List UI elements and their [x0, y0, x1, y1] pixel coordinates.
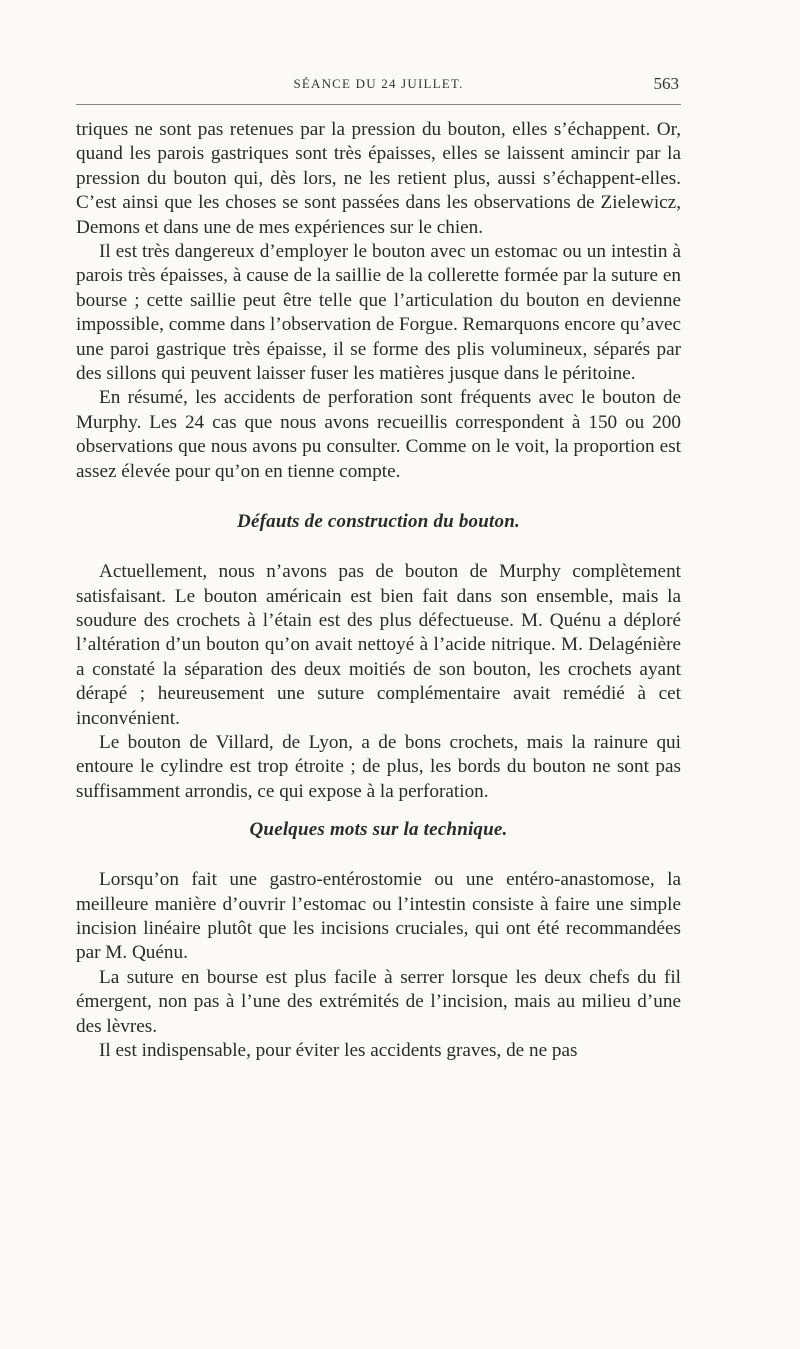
paragraph-dangers: Il est très dangereux d’employer le bouton avec un estomac ou un intestin à parois très épaisses, à cause de la saillie de la collerette formée par la suture en bourse ; cette saillie peut être telle que l’articulation du bouton en devienne impossible, comme dans l’observation de Forgue. Remarquons encore qu’avec une paroi gastrique très épaisse, il se forme des plis volumineux, séparés par des sillons qui peuvent laisser fuser les matières jusque dans le péritoine. — [76, 241, 681, 385]
paragraph-current-buttons: Actuellement, nous n’avons pas de bouton de Murphy complètement satisfaisant. Le bouton américain est bien fait dans son ensemble, mais la soudure des crochets à l’étain est des plus défectueuse. M. Quénu a déploré l’altération d’un bouton qu’on avait nettoyé à l’acide nitrique. M. Delagénière a constaté la séparation des deux moitiés de son bouton, les crochets ayant dérapé ; heureusement une suture complémentaire avait remédié à cet inconvénient. — [76, 561, 681, 729]
paragraph-continuation: triques ne sont pas retenues par la pression du bouton, elles s’échappent. Or, quand les parois gastriques sont très épaisses, elles se laissent amincir par la pression du bouton qui, dès lors, ne les retient plus, aussi s’échappent-elles. C’est ainsi que les choses se sont passées dans les observations de Zielewicz, Demons et dans une de mes expériences sur le chien. — [76, 119, 681, 238]
header-rule — [76, 104, 681, 105]
page-header — [76, 74, 681, 100]
section-heading-technique: Quelques mots sur la technique. — [249, 819, 508, 841]
running-title: SÉANCE DU 24 JUILLET. — [293, 76, 464, 91]
section-heading-defects: Défauts de construction du bouton. — [237, 511, 520, 533]
page-number: 563 — [653, 74, 679, 93]
paragraph-incision: Lorsqu’on fait une gastro-entérostomie ou une entéro-anastomose, la meilleure manière d’ouvrir l’estomac ou l’intestin consiste à faire une simple incision linéaire plutôt que les incisions cruciales, qui ont été recommandées par M. Quénu. — [76, 869, 681, 964]
paragraph-villard-button: Le bouton de Villard, de Lyon, a de bons crochets, mais la rainure qui entoure le cylindre est trop étroite ; de plus, les bords du bouton ne sont pas suffisamment arrondis, ce qui expose à la perforation. — [76, 731, 681, 802]
paragraph-purse-suture: La suture en bourse est plus facile à serrer lorsque les deux chefs du fil émergent, non pas à l’une des extrémités de l’incision, mais au milieu d’une des lèvres. — [76, 966, 681, 1037]
page-body — [76, 118, 681, 1063]
paragraph-indispensable: Il est indispensable, pour éviter les accidents graves, de ne pas — [99, 1040, 578, 1061]
paragraph-summary: En résumé, les accidents de perforation sont fréquents avec le bouton de Murphy. Les 24 cas que nous avons recueillis correspondent à 150 ou 200 observations que nous avons pu consulter. Comme on le voit, la proportion est assez élevée pour qu’on en tienne compte. — [76, 387, 681, 482]
